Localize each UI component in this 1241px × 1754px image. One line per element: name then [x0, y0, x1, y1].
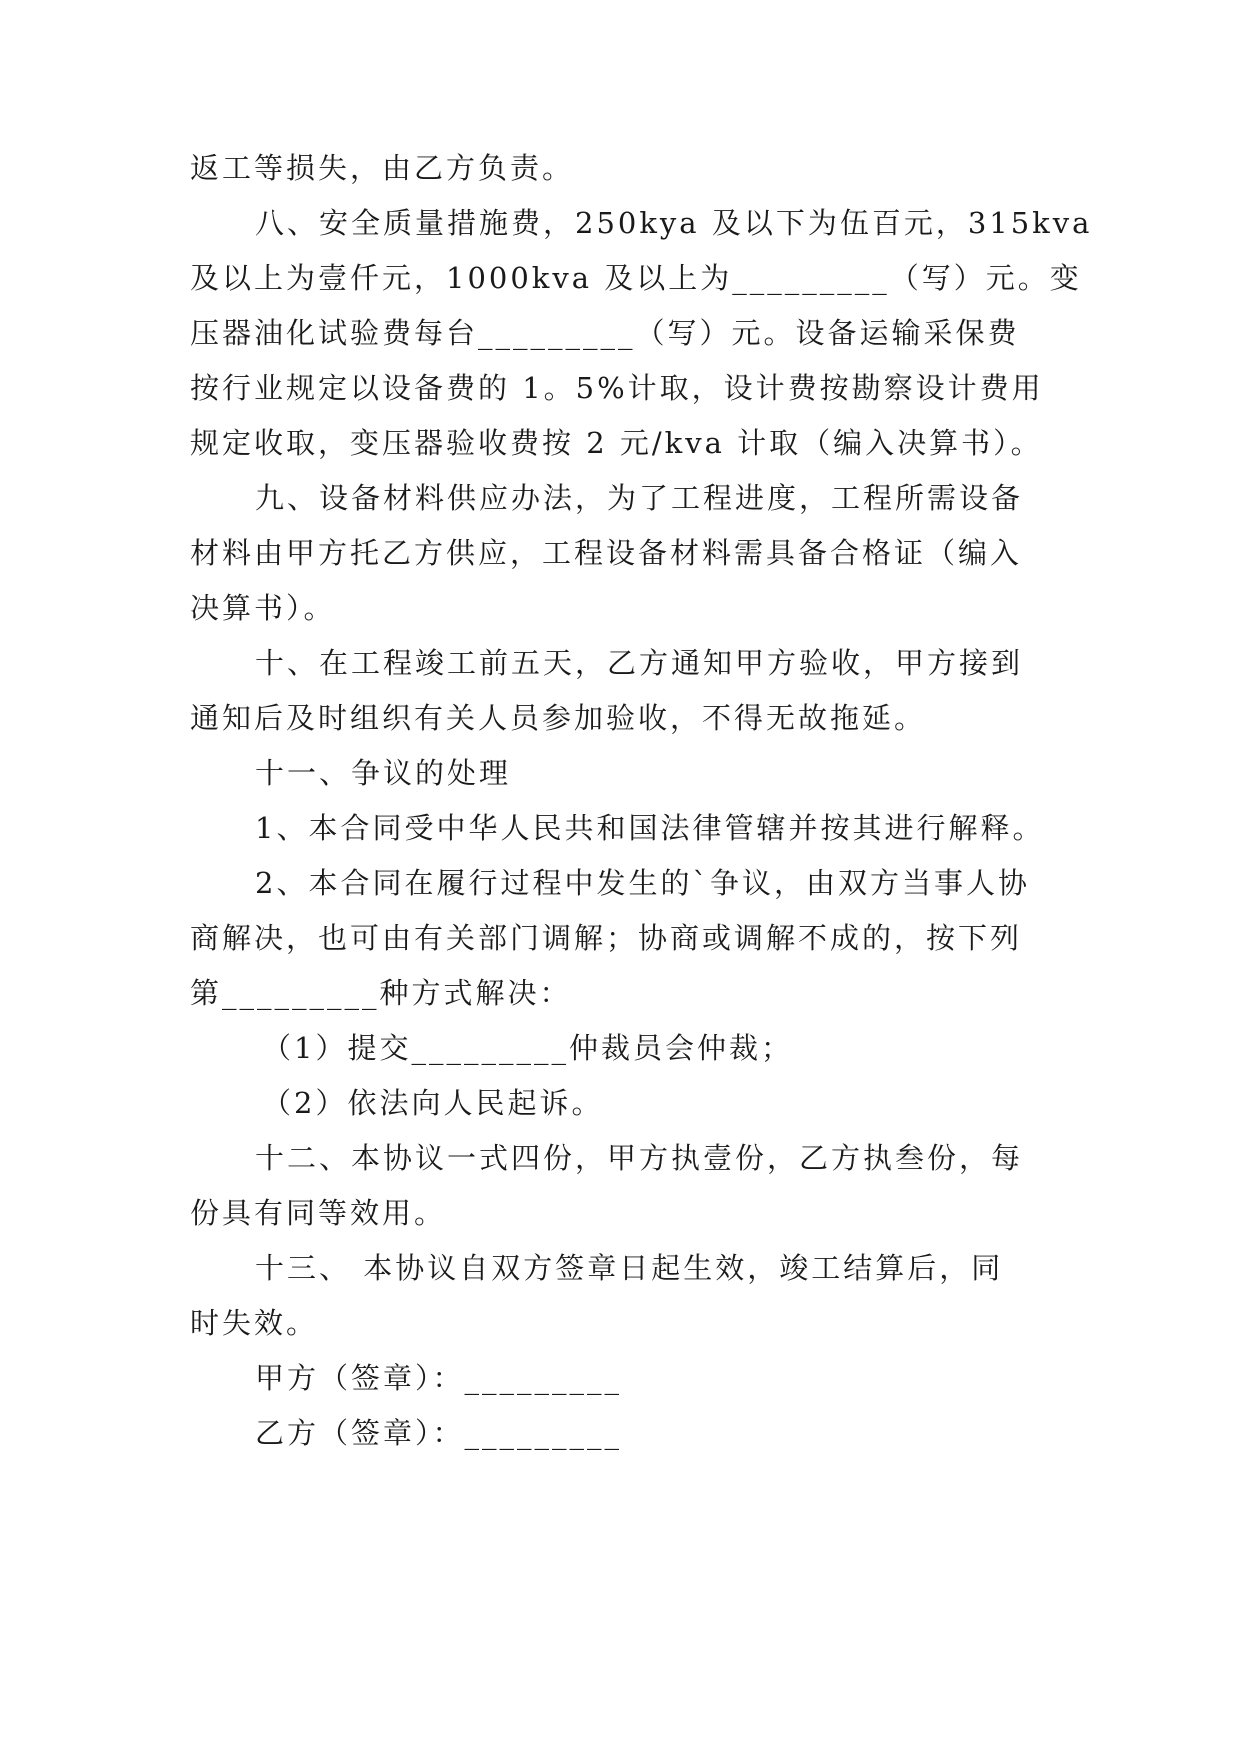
clause-12-line: 十二、本协议一式四份，甲方执壹份，乙方执叁份，每 — [255, 1141, 1024, 1175]
text-line: 份具有同等效用。 — [190, 1196, 447, 1230]
option-2-line: （2）依法向人民起诉。 — [262, 1086, 604, 1120]
clause-10-line: 十、在工程竣工前五天，乙方通知甲方验收，甲方接到 — [255, 646, 1024, 680]
clause-11-item-1: 1、本合同受中华人民共和国法律管辖并按其进行解释。 — [255, 811, 1045, 845]
party-b-signature-line: 乙方（签章）：_________ — [255, 1416, 623, 1450]
text-line: 通知后及时组织有关人员参加验收，不得无故拖延。 — [190, 701, 927, 735]
text-line: 决算书）。 — [190, 591, 336, 625]
clause-11-item-2: 2、本合同在履行过程中发生的`争议，由双方当事人协 — [255, 866, 1030, 900]
party-a-signature-line: 甲方（签章）：_________ — [255, 1361, 623, 1395]
text-line: 时失效。 — [190, 1306, 319, 1340]
clause-13-line: 十三、 本协议自双方签章日起生效，竣工结算后，同 — [255, 1251, 1004, 1285]
text-line: 规定收取，变压器验收费按 2 元/kva 计取（编入决算书）。 — [190, 426, 1043, 460]
text-line: 材料由甲方托乙方供应，工程设备材料需具备合格证（编入 — [190, 536, 1023, 570]
text-line: 按行业规定以设备费的 1。5%计取，设计费按勘察设计费用 — [190, 371, 1044, 405]
text-line: 第_________种方式解决： — [190, 976, 572, 1010]
clause-11-heading: 十一、争议的处理 — [255, 756, 512, 790]
text-line: 返工等损失，由乙方负责。 — [190, 151, 575, 185]
text-line: 商解决，也可由有关部门调解；协商或调解不成的，按下列 — [190, 921, 1023, 955]
text-line: 压器油化试验费每台_________（写）元。设备运输采保费 — [190, 316, 1020, 350]
text-line: 及以上为壹仟元，1000kva 及以上为_________（写）元。变 — [190, 261, 1082, 295]
option-1-line: （1）提交_________仲裁员会仲裁； — [262, 1031, 793, 1065]
clause-8-line: 八、安全质量措施费，250kya 及以下为伍百元，315kva — [255, 206, 1093, 240]
clause-9-line: 九、设备材料供应办法，为了工程进度，工程所需设备 — [255, 481, 1024, 515]
